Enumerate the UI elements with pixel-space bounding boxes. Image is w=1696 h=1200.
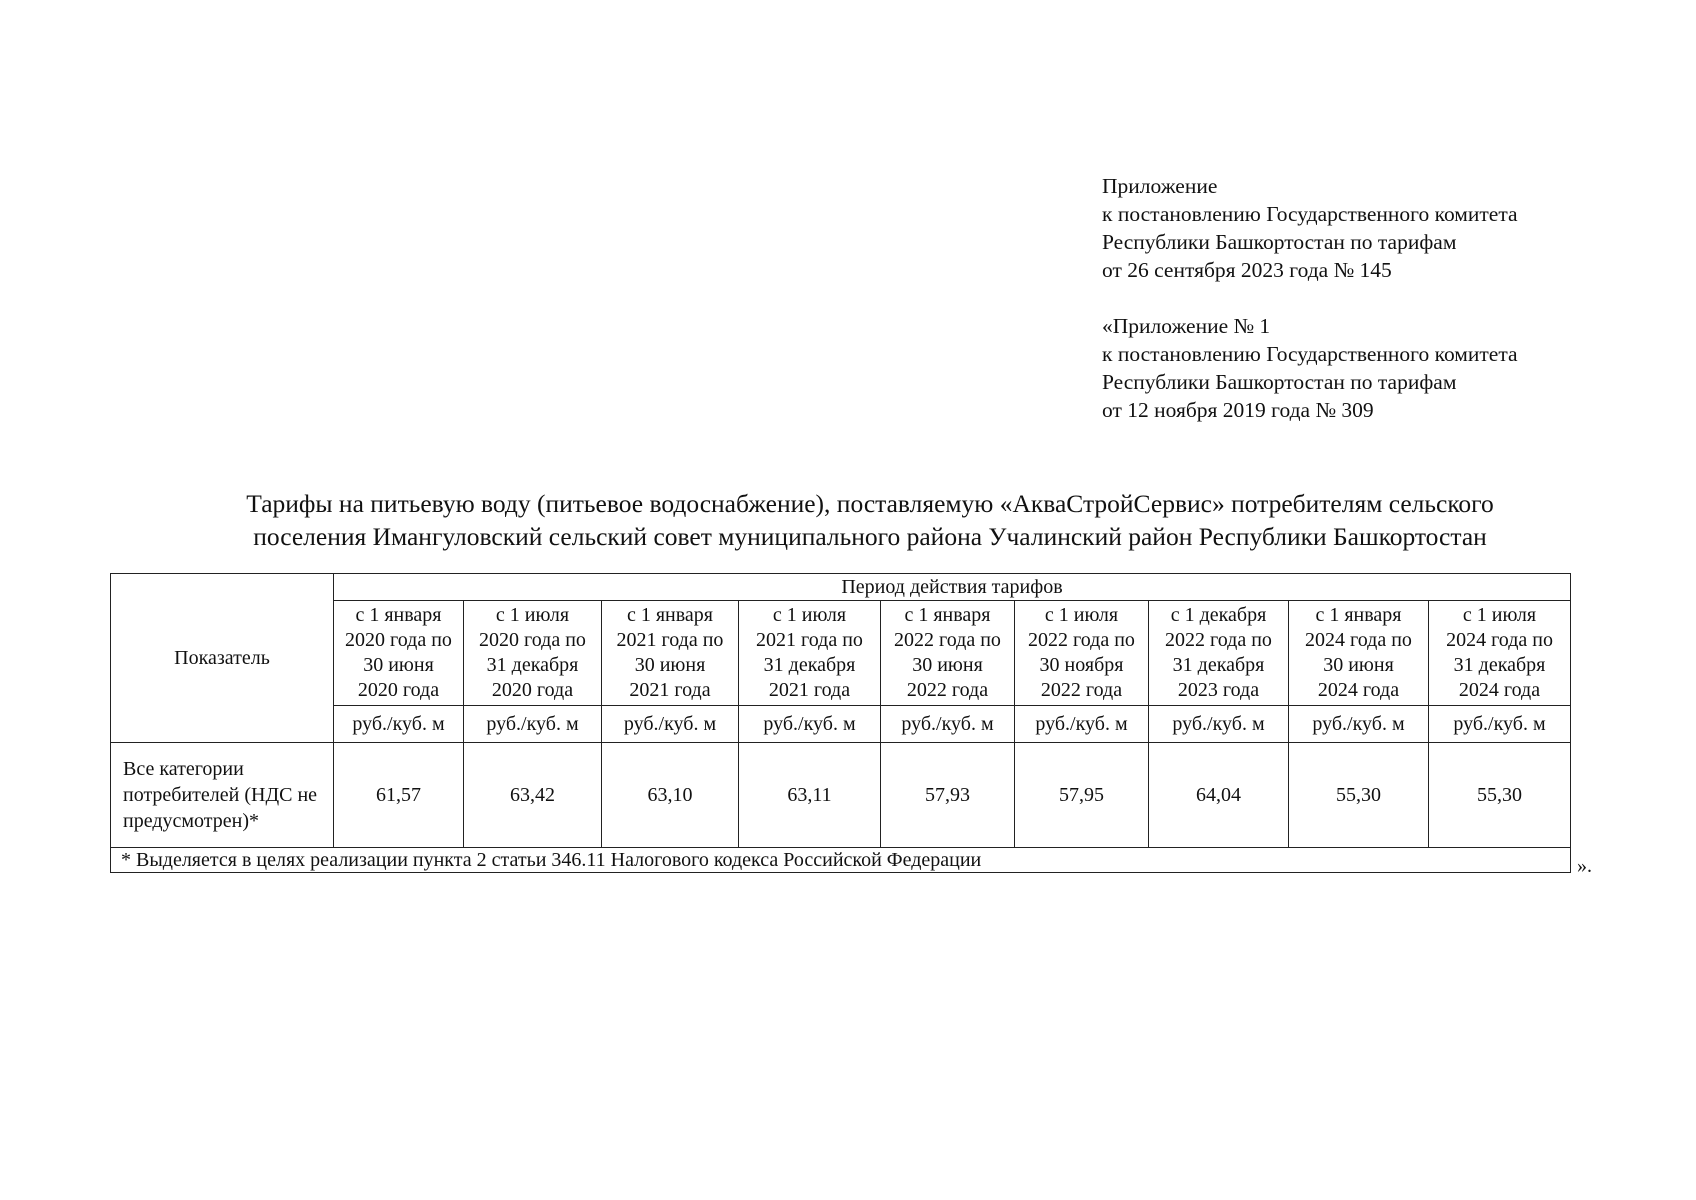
period-cell-line: 2022 года: [906, 679, 989, 701]
unit-cell: руб./куб. м: [464, 706, 602, 743]
period-cell-line: 30 июня: [1323, 654, 1394, 676]
period-cell-line: с 1 июля: [1462, 604, 1537, 626]
period-cell-line: 2022 года: [1040, 679, 1123, 701]
period-cell-line: 2021 года: [768, 679, 851, 701]
tariff-value-cell: 63,42: [464, 743, 602, 848]
tariff-value-cell: 57,93: [881, 743, 1015, 848]
unit-cell: руб./куб. м: [881, 706, 1015, 743]
period-cell-line: 2020 года: [357, 679, 440, 701]
period-cell-line: 2024 года: [1458, 679, 1541, 701]
period-cell-line: 31 декабря: [763, 654, 856, 676]
period-cell-line: 2020 года по: [479, 629, 586, 651]
tariff-value-cell: 63,11: [739, 743, 881, 848]
period-cell-line: 31 декабря: [486, 654, 579, 676]
period-cell-line: 2022 года по: [1028, 629, 1135, 651]
row-label: Все категории потребителей (НДС не предусмотрен)*: [111, 743, 334, 848]
table-header-row: [111, 574, 1571, 601]
document-title-line: поселения Имангуловский сельский совет муниципального района Учалинский район Республики Башкортостан: [253, 522, 1487, 551]
period-cell-line: 30 июня: [912, 654, 983, 676]
period-cell-line: с 1 января: [904, 604, 991, 626]
footnote: * Выделяется в целях реализации пункта 2 статьи 346.11 Налогового кодекса Российской Федерации: [111, 848, 1571, 873]
document-title: [110, 487, 1630, 553]
tariff-value-cell: 64,04: [1149, 743, 1289, 848]
period-cell-line: 30 ноября: [1039, 654, 1124, 676]
period-cell: [334, 601, 464, 706]
document-title-line: Тарифы на питьевую воду (питьевое водоснабжение), поставляемую «АкваСтройСервис» потребителям сельского: [246, 489, 1494, 518]
period-cell: [1149, 601, 1289, 706]
period-cell-line: 2024 года: [1317, 679, 1400, 701]
tariff-value-cell: 57,95: [1015, 743, 1149, 848]
unit-cell: руб./куб. м: [1015, 706, 1149, 743]
period-cell-line: с 1 июля: [1044, 604, 1119, 626]
period-header: Период действия тарифов: [334, 574, 1571, 601]
period-cell: [1429, 601, 1571, 706]
appendix-header: [1102, 172, 1662, 284]
period-cell-line: с 1 июля: [772, 604, 847, 626]
tariff-value-cell: 55,30: [1289, 743, 1429, 848]
period-cell: [602, 601, 739, 706]
period-cell-line: 2020 года по: [345, 629, 452, 651]
period-cell-line: с 1 декабря: [1170, 604, 1267, 626]
period-cell-line: с 1 января: [626, 604, 714, 626]
unit-cell: руб./куб. м: [1289, 706, 1429, 743]
unit-cell: руб./куб. м: [1429, 706, 1571, 743]
indicator-header: Показатель: [111, 574, 334, 743]
period-cell-line: 2022 года по: [894, 629, 1001, 651]
footnote-row: [111, 848, 1571, 873]
appendix-header-line: от 26 сентября 2023 года № 145: [1102, 258, 1392, 282]
period-cell-line: 31 декабря: [1453, 654, 1546, 676]
period-cell: [881, 601, 1015, 706]
unit-cell: руб./куб. м: [334, 706, 464, 743]
period-cell-line: 2024 года по: [1305, 629, 1412, 651]
period-cell: [1015, 601, 1149, 706]
unit-cell: руб./куб. м: [1149, 706, 1289, 743]
period-cell: [464, 601, 602, 706]
unit-cell: руб./куб. м: [739, 706, 881, 743]
period-cell: [739, 601, 881, 706]
table-row: [111, 743, 1571, 848]
appendix-header-line: к постановлению Государственного комитета: [1102, 202, 1518, 226]
original-appendix-header-line: к постановлению Государственного комитета: [1102, 342, 1518, 366]
tariff-value-cell: 63,10: [602, 743, 739, 848]
unit-cell: руб./куб. м: [602, 706, 739, 743]
period-cell: [1289, 601, 1429, 706]
original-appendix-header: [1102, 312, 1662, 424]
period-cell-line: 2020 года: [491, 679, 574, 701]
tariff-value-cell: 61,57: [334, 743, 464, 848]
period-cell-line: 30 июня: [634, 654, 706, 676]
period-cell-line: 2023 года: [1177, 679, 1260, 701]
period-cell-line: 31 декабря: [1172, 654, 1265, 676]
period-cell-line: 2022 года по: [1165, 629, 1272, 651]
period-cell-line: 30 июня: [363, 654, 434, 676]
original-appendix-header-line: Республики Башкортостан по тарифам: [1102, 370, 1457, 394]
original-appendix-header-line: «Приложение № 1: [1102, 314, 1271, 338]
period-cell-line: 2021 года по: [616, 629, 724, 651]
period-cell-line: 2024 года по: [1446, 629, 1553, 651]
tariff-table: [110, 573, 1571, 873]
appendix-header-line: Приложение: [1102, 174, 1218, 198]
original-appendix-header-line: от 12 ноября 2019 года № 309: [1102, 398, 1374, 422]
period-cell-line: с 1 января: [355, 604, 442, 626]
period-cell-line: с 1 января: [1315, 604, 1402, 626]
closing-quote-mark: ».: [1577, 855, 1592, 877]
appendix-header-line: Республики Башкортостан по тарифам: [1102, 230, 1457, 254]
tariff-value-cell: 55,30: [1429, 743, 1571, 848]
period-cell-line: 2021 года: [629, 679, 711, 701]
period-cell-line: с 1 июля: [495, 604, 570, 626]
period-cell-line: 2021 года по: [756, 629, 863, 651]
